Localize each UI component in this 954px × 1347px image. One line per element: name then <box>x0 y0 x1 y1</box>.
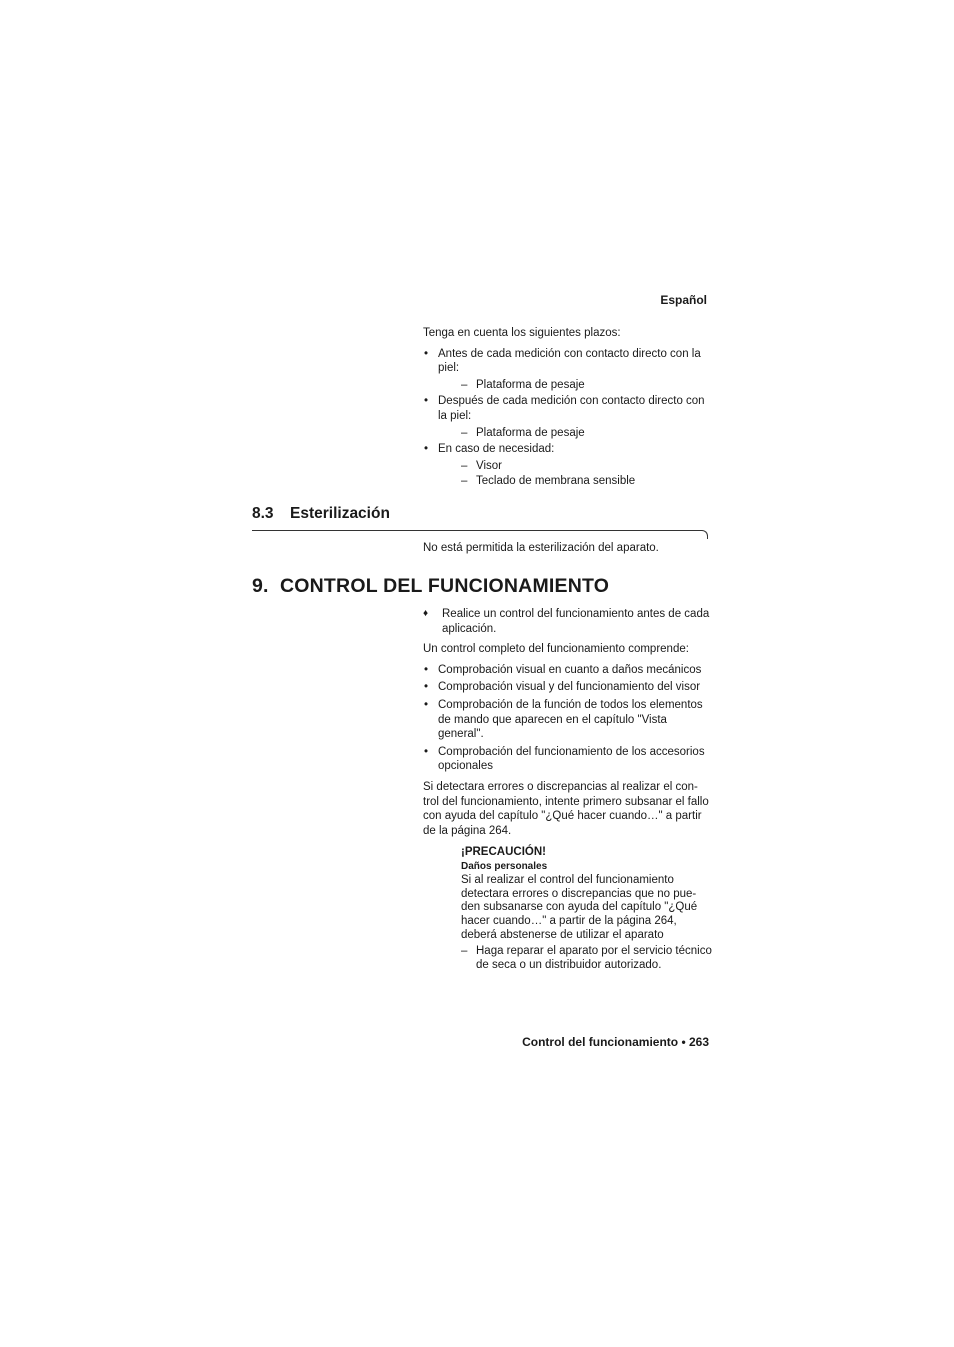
page-footer: Control del funcionamiento • 263 <box>522 1035 709 1049</box>
sterilization-text: No está permitida la esterilización del aparato. <box>423 542 659 554</box>
cleaning-schedule <box>423 326 713 489</box>
language-label: Español <box>660 293 707 307</box>
sub-list-item: – Teclado de membrana sensible <box>423 474 713 489</box>
sub-list-item: – Visor <box>423 459 713 474</box>
instruction-item: ♦ Realice un control del funcionamiento antes de cada aplicación. <box>423 607 713 636</box>
caution-subtitle: Daños personales <box>461 860 548 872</box>
list-item: • En caso de necesidad: <box>423 442 713 457</box>
list-item: • Comprobación visual y del funcionamiento del visor <box>423 680 713 695</box>
list-item: • Comprobación de la función de todos los elementos de mando que aparecen en el capítulo "Vista general". <box>423 698 713 742</box>
schedule-intro: Tenga en cuenta los siguientes plazos: <box>423 327 621 339</box>
chapter-title: CONTROL DEL FUNCIONAMIENTO <box>280 575 610 597</box>
section-number: 8.3 <box>252 505 274 522</box>
section-divider <box>252 530 702 531</box>
caution-title: ¡PRECAUCIÓN! <box>461 846 546 858</box>
list-item: • Comprobación visual en cuanto a daños mecánicos <box>423 663 713 678</box>
troubleshoot-paragraph: Si detectara errores o discrepancias al realizar el con-trol del funcionamiento, intente primero subsanar el fallo con ayuda del capítulo "¿Qué hacer cuando…" a partir de la página 264. <box>423 780 709 837</box>
list-item: • Antes de cada medición con contacto directo con la piel: <box>423 347 713 376</box>
list-item: • Comprobación del funcionamiento de los accesorios opcionales <box>423 745 713 774</box>
list-item: • Después de cada medición con contacto directo con la piel: <box>423 394 713 423</box>
section-divider-end <box>701 530 708 539</box>
section-heading <box>252 505 390 523</box>
section-title: Esterilización <box>290 505 390 522</box>
caution-text: Si al realizar el control del funcionamiento detectara errores o discrepancias que no pue-den subsanarse con ayuda del capítulo "¿Qué hacer cuando…" a partir de la página 264, deberá abstenerse de utilizar el aparato <box>461 873 698 941</box>
function-check-body <box>423 607 713 838</box>
sub-list-item: – Plataforma de pesaje <box>423 426 713 441</box>
sub-list-item: – Plataforma de pesaje <box>423 378 713 393</box>
caution-action: – Haga reparar el aparato por el servicio técnico de seca o un distribuidor autorizado. <box>461 945 713 973</box>
chapter-heading <box>252 575 609 598</box>
caution-box <box>461 846 713 972</box>
chapter-number: 9. <box>252 575 269 597</box>
check-intro: Un control completo del funcionamiento comprende: <box>423 643 689 656</box>
